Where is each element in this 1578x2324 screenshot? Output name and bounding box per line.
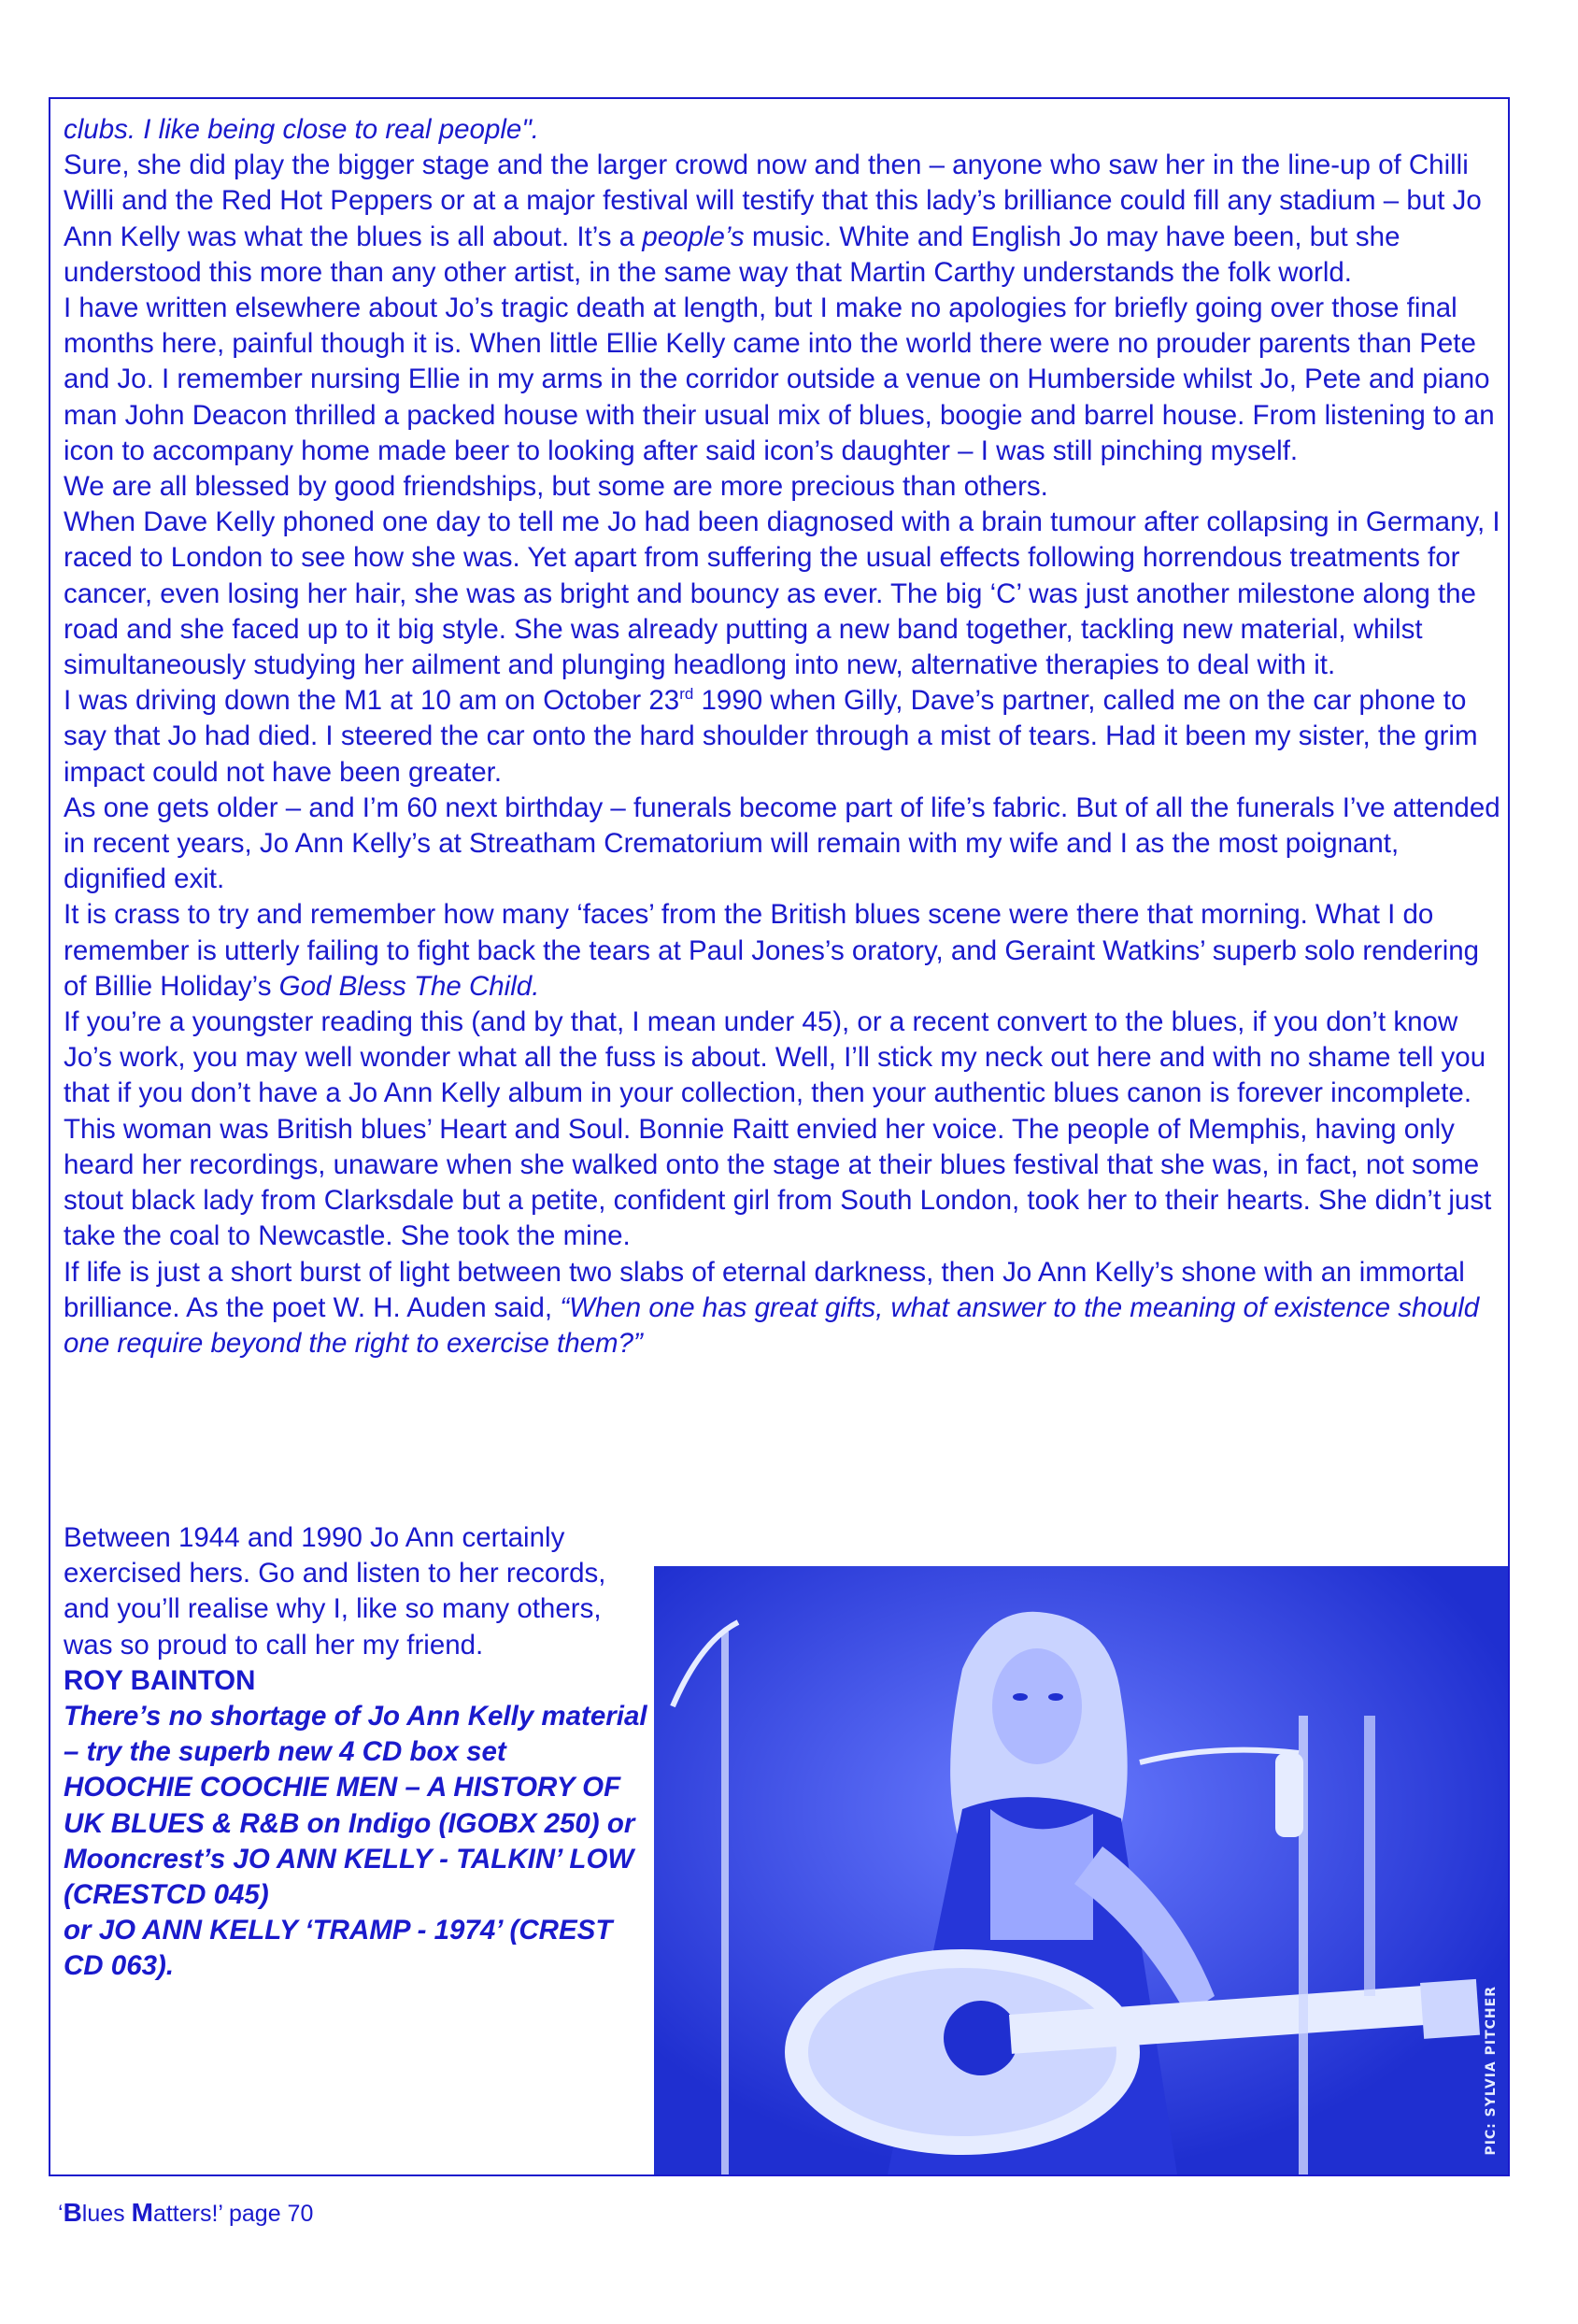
- promo-line-3: or JO ANN KELLY ‘TRAMP - 1974’ (CREST CD 063).: [64, 1915, 613, 1982]
- paragraph-5: When Dave Kelly phoned one day to tell me Jo had been diagnosed with a brain tumour after collapsing in Germany, I raced to London to see how she was. Yet apart from suffering the usual effects following horrendous treatments for cancer, even losing her hair, she was as bright and bouncy as ever. The big ‘C’ was just another milestone along the road and she faced up to it big style. She was already putting a new band together, tackling new material, whilst simultaneously studying her ailment and plunging headlong into new, alternative therapies to deal with it.: [64, 506, 1500, 681]
- paragraph-6: I was driving down the M1 at 10 am on October 23rd 1990 when Gilly, Dave’s partner, called me on the car phone to say that Jo had died. I steered the car onto the hard shoulder through a mist of tears. Had it been my sister, the grim impact could not have been greater.: [64, 685, 1478, 788]
- closing-column: [64, 1520, 652, 1985]
- paragraph-10: If life is just a short burst of light between two slabs of eternal darkness, then Jo Ann Kelly’s shone with an immortal brilliance. As the poet W. H. Auden said, “When one has great gifts, what answer to the meaning of existence should one require beyond the right to exercise them?”: [64, 1256, 1480, 1359]
- promo-line-2: HOOCHIE COOCHIE MEN – A HISTORY OF UK BLUES & R&B on Indigo (IGOBX 250) or Mooncrest’s JO ANN KELLY - TALKIN’ LOW (CRESTCD 045): [64, 1772, 635, 1911]
- author-byline: ROY BAINTON: [64, 1664, 256, 1696]
- article-body: [64, 112, 1502, 1362]
- paragraph-11: Between 1944 and 1990 Jo Ann certainly exercised hers. Go and listen to her records, and you’ll realise why I, like so many others, was so proud to call her my friend.: [64, 1522, 606, 1661]
- concert-photo: [654, 1566, 1508, 2174]
- paragraph-2: Sure, she did play the bigger stage and the larger crowd now and then – anyone who saw her in the line-up of Chilli Willi and the Red Hot Peppers or at a major festival will testify that this lady’s brilliance could fill any stadium – but Jo Ann Kelly was what the blues is all about. It’s a people’s music. White and English Jo may have been, but she understood this more than any other artist, in the same way that Martin Carthy understands the folk world.: [64, 150, 1482, 288]
- paragraph-8: It is crass to try and remember how many ‘faces’ from the British blues scene were there that morning. What I do remember is utterly failing to fight back the tears at Paul Jones’s oratory, and Geraint Watkins’ superb solo rendering of Billie Holiday’s God Bless The Child.: [64, 899, 1480, 1002]
- paragraph-7: As one gets older – and I’m 60 next birthday – funerals become part of life’s fabric. But of all the funerals I’ve attended in recent years, Jo Ann Kelly’s at Streatham Crematorium will remain with my wife and I as the most poignant, dignified exit.: [64, 791, 1500, 895]
- promo-line-1: There’s no shortage of Jo Ann Kelly material – try the superb new 4 CD box set: [64, 1701, 647, 1768]
- page-footer: ‘Blues Matters!’ page 70: [58, 2198, 314, 2227]
- paragraph-3: I have written elsewhere about Jo’s tragic death at length, but I make no apologies for briefly going over those final months here, painful though it is. When little Ellie Kelly came into the world there were no prouder parents than Pete and Jo. I remember nursing Ellie in my arms in the corridor outside a venue on Humberside whilst Jo, Pete and piano man John Deacon thrilled a packed house with their usual mix of blues, boogie and barrel house. From listening to an icon to accompany home made beer to looking after said icon’s daughter – I was still pinching myself.: [64, 292, 1495, 466]
- performer-illustration: [654, 1566, 1508, 2174]
- photo-credit: PIC: SYLVIA PITCHER: [1484, 1986, 1499, 2156]
- paragraph-1: clubs. I like being close to real people".: [64, 114, 539, 145]
- paragraph-4: We are all blessed by good friendships, but some are more precious than others.: [64, 471, 1048, 503]
- paragraph-9: If you’re a youngster reading this (and by that, I mean under 45), or a recent convert to the blues, if you don’t know Jo’s work, you may well wonder what all the fuss is about. Well, I’ll stick my neck out here and with no shame tell you that if you don’t have a Jo Ann Kelly album in your collection, then your authentic blues canon is forever incomplete. This woman was British blues’ Heart and Soul. Bonnie Raitt envied her voice. The people of Memphis, having only heard her recordings, unaware when she walked onto the stage at their blues festival that she was, in fact, not some stout black lady from Clarksdale but a petite, confident girl from South London, took her to their hearts. She didn’t just take the coal to Newcastle. She took the mine.: [64, 1006, 1492, 1252]
